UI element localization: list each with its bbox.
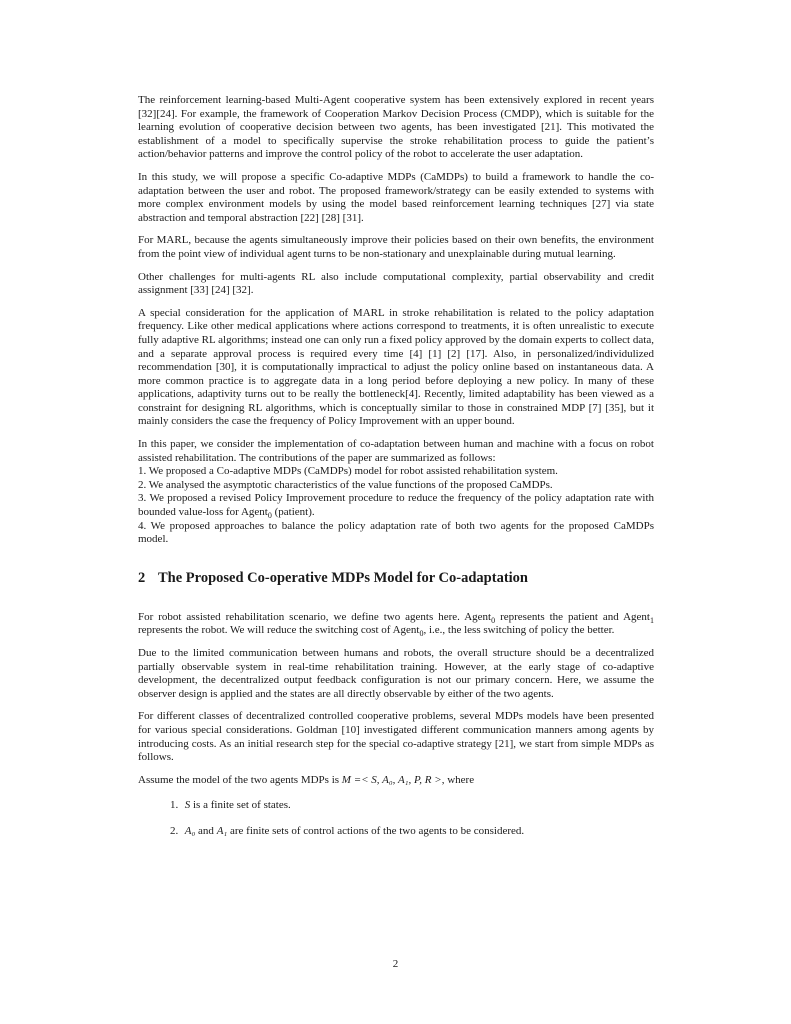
contribution-item-4: 4. We proposed approaches to balance the policy adaptation rate of both two agents for the proposed CaMDPs model.	[138, 519, 654, 546]
paper-body	[138, 94, 654, 851]
paragraph-mdp-models: For different classes of decentralized controlled cooperative problems, several MDPs models have been presented for various special considerations. Goldman [10] investigated different communication manners among agents by introducing costs. As an initial research step for the special co-adaptive strategy [21], we start from simple MDPs as follows.	[138, 710, 654, 764]
contributions-intro: In this paper, we consider the implementation of co-adaptation between human and machine with a focus on robot assisted rehabilitation. The contributions of the paper are summarized as follows:	[138, 438, 654, 464]
paragraph-model-assumption: Assume the model of the two agents MDPs is M =< S, A₀, A₁, P, R >, where	[138, 773, 475, 786]
paragraph-other-challenges: Other challenges for multi-agents RL also include computational complexity, partial observability and credit assignment [33] [24] [32].	[138, 270, 654, 297]
definition-item: 2. A₀ and A₁ are finite sets of control actions of the two agents to be considered.	[170, 824, 525, 837]
paragraph-marl-background: The reinforcement learning-based Multi-Agent cooperative system has been extensively explored in recent years [32][24]. For example, the framework of Cooperation Markov Decision Process (CMDP), which is suitable for the learning evolution of cooperative decision between two agents, has been investigated [21]. This motivated the establishment of a model to specifically supervise the stroke rehabilitation process to guide the patient’s action/behavior patterns and improve the control policy of the robot to accelerate the user adaptation.	[138, 94, 654, 161]
paragraph-marl-nonstationary: For MARL, because the agents simultaneously improve their policies based on their own benefits, the environment from the point view of individual agent turns to be non-stationary and unexplainable during mutual learning.	[138, 234, 654, 260]
paragraph-decentralized-system: Due to the limited communication between humans and robots, the overall structure should be a decentralized partially observable system in real-time rehabilitation training. However, at the early stage of co-adaptive development, the decentralized output feedback configuration is not our primary concern. Here, we assume the observer design is applied and the states are all directly observable by either of the two agents.	[138, 647, 654, 700]
paragraph-adaptation-frequency: A special consideration for the application of MARL in stroke rehabilitation is related to the policy adaptation frequency. Like other medical applications where actions correspond to treatments, it is often unrealistic to execute fully adaptive RL algorithms; instead one can only run a fixed policy approved by the domain experts to collect data, and a separate approval process is required every time [4] [1] [2] [17]. Also, in personalized/individulized recommendation [30], it is computationally impractical to adjust the policy online based on instantaneous data. A more common practice is to aggregate data in a long period before deploying a new policy. In many of these applications, adaptivity turns out to be really the bottleneck[4]. Recently, limited adaptability has been viewed as a constraint for designing RL algorithms, which is conceptually similar to those in constrained MDP [7] [35], but it mainly considers the case the frequency of Policy Improvement with an upper bound.	[138, 306, 654, 428]
definition-item: 1. S is a finite set of states.	[170, 799, 291, 812]
section-title: The Proposed Co-operative MDPs Model for Co-adaptation	[158, 569, 528, 586]
section-heading	[138, 569, 654, 587]
model-tuple-math: M =< S, A₀, A₁, P, R >	[341, 773, 442, 786]
contribution-item-2: 2. We analysed the asymptotic characteristics of the value functions of the proposed CaMDPs.	[138, 478, 553, 491]
paragraph-agent-definition: For robot assisted rehabilitation scenario, we define two agents here. Agent$_0$ represents the patient and Agent$_1$ represents the robot. We will reduce the switching cost of Agent$_0$, i.e., the less switching of policy the better.	[138, 610, 654, 639]
page-number: 2	[392, 958, 399, 970]
contribution-item-3: 3. We proposed a revised Policy Improvement procedure to reduce the frequency of the policy adaptation rate with bounded value-loss for Agent$_0$ (patient).	[138, 492, 654, 521]
paragraph-camdps-proposal: In this study, we will propose a specific Co-adaptive MDPs (CaMDPs) to build a framework to handle the co-adaptation between the user and robot. The proposed framework/strategy can be easily extended to systems with more complex environment models by using the model based reinforcement learning techniques [27] via state abstraction and temporal abstraction [22] [28] [31].	[138, 170, 654, 224]
contribution-item-1: 1. We proposed a Co-adaptive MDPs (CaMDPs) model for robot assisted rehabilitation system.	[138, 465, 558, 478]
contributions-list	[138, 438, 654, 547]
section-number: 2	[138, 569, 146, 586]
model-definitions-list	[138, 799, 654, 838]
